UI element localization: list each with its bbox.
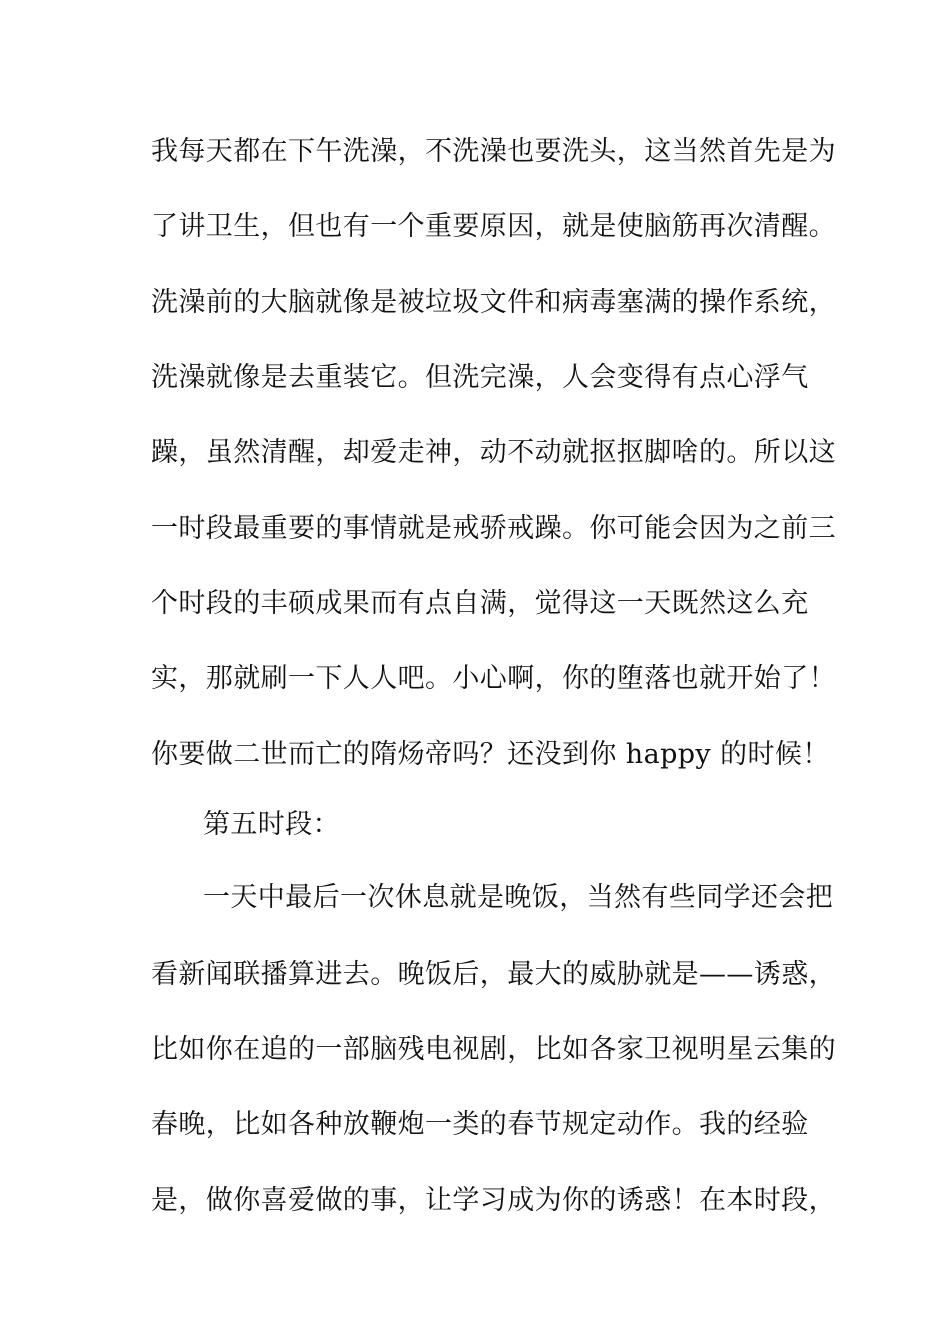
text-line: 我每天都在下午洗澡，不洗澡也要洗头，这当然首先是为 — [151, 136, 836, 167]
text-line: 洗澡前的大脑就像是被垃圾文件和病毒塞满的操作系统， — [151, 287, 836, 318]
text-line: 个时段的丰硕成果而有点自满，觉得这一天既然这么充 — [151, 588, 809, 619]
text-line: 一时段最重要的事情就是戒骄戒躁。你可能会因为之前三 — [151, 513, 836, 544]
text-line: 一天中最后一次休息就是晚饭，当然有些同学还会把 — [203, 882, 834, 913]
text-line: 看新闻联播算进去。晚饭后，最大的威胁就是——诱惑， — [151, 959, 836, 990]
text-line: 春晚，比如各种放鞭炮一类的春节规定动作。我的经验 — [151, 1109, 809, 1140]
text-line: 你要做二世而亡的隋炀帝吗？还没到你 happy 的时候！ — [151, 739, 830, 770]
text-line: 了讲卫生，但也有一个重要原因，就是使脑筋再次清醒。 — [151, 211, 836, 242]
text-line: 躁，虽然清醒，却爱走神，动不动就抠抠脚啥的。所以这 — [151, 437, 836, 468]
text-line: 洗澡就像是去重装它。但洗完澡，人会变得有点心浮气 — [151, 362, 809, 393]
text-line: 实，那就刷一下人人吧。小心啊，你的堕落也就开始了！ — [151, 663, 836, 694]
text-line: 比如你在追的一部脑残电视剧，比如各家卫视明星云集的 — [151, 1034, 836, 1065]
section-heading: 第五时段： — [203, 809, 340, 840]
text-line: 是，做你喜爱做的事，让学习成为你的诱惑！在本时段， — [151, 1185, 836, 1216]
